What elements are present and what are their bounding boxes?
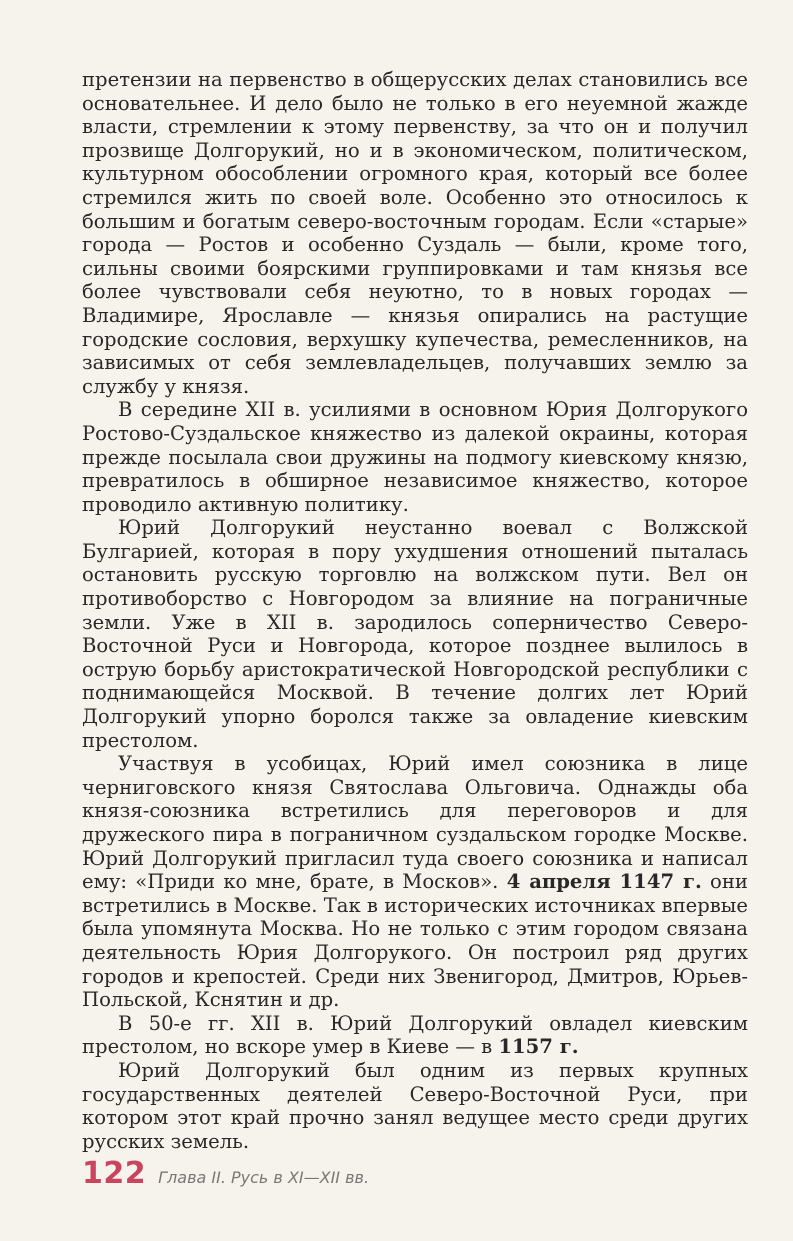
- text-run: претензии на первенство в общерусских делах становились все основательнее. И дело было не только в его неуемной жажде власти, стремлении к этому первенству, за что он и получил прозвище Долгорукий, но и в экономическом, политическом, культурном обособлении огромного края, который все более стремился жить по своей воле. Особенно это относилось к большим и богатым северо-восточным городам. Если «старые» города — Ростов и особенно Суздаль — были, кроме того, сильны своими боярскими группировками и там князья все более чувствовали себя неуютно, то в новых городах — Владимире, Ярославле — князья опирались на растущие городские сословия, верхушку купечества, ремесленников, на зависимых от себя землевладельцев, получавших землю за службу у князя.: [82, 68, 748, 398]
- text-run: Юрий Долгорукий был одним из первых крупных государственных деятелей Северо-Восточной Руси, при котором этот край прочно занял ведущее место среди других русских земель.: [82, 1058, 748, 1153]
- text-run: В 50-е гг. XII в. Юрий Долгорукий овладел киевским престолом, но вскоре умер в Киеве — в: [82, 1011, 748, 1059]
- text-run: В середине XII в. усилиями в основном Юрия Долгорукого Ростово-Суздальское княжество из далекой окраины, которая прежде посылала свои дружины на подмогу киевскому князю, превратилось в обширное независимое княжество, которое проводило активную политику.: [82, 398, 748, 516]
- paragraph: [82, 1012, 748, 1059]
- bold-date: 4 апреля 1147 г.: [506, 870, 702, 894]
- text-run: Участвуя в усобицах, Юрий имел союзника в лице черниговского князя Святослава Ольговича. Однажды оба князя-союзника встретились для переговоров и для дружеского пира в пограничном суздальском городке Москве. Юрий Долгорукий пригласил туда своего союзника и написал ему: «Приди ко мне, брате, в Москов».: [82, 752, 748, 894]
- page-footer: [82, 1156, 369, 1191]
- paragraph: [82, 752, 748, 1012]
- body-text: [82, 68, 748, 1153]
- page-number: 122: [82, 1156, 147, 1191]
- bold-date: 1157 г.: [498, 1035, 579, 1059]
- paragraph: [82, 398, 748, 516]
- paragraph: [82, 516, 748, 752]
- text-run: Юрий Долгорукий неустанно воевал с Волжской Булгарией, которая в пору ухудшения отношений пыталась остановить русскую торговлю на волжском пути. Вел он противоборство с Новгородом за влияние на пограничные земли. Уже в XII в. зародилось соперничество Северо-Восточной Руси и Новгорода, которое позднее вылилось в острую борьбу аристократической Новгородской республики с поднимающейся Москвой. В течение долгих лет Юрий Долгорукий упорно боролся также за овладение киевским престолом.: [82, 516, 748, 752]
- text-run: они встретились в Москве. Так в исторических источниках впервые была упомянута Москва. Но не только с этим городом связана деятельность Юрия Долгорукого. Он построил ряд других городов и крепостей. Среди них Звенигород, Дмитров, Юрьев-Польской, Кснятин и др.: [82, 870, 748, 1012]
- chapter-title: Глава II. Русь в XI—XII вв.: [158, 1168, 370, 1187]
- paragraph: [82, 68, 748, 398]
- paragraph: [82, 1059, 748, 1153]
